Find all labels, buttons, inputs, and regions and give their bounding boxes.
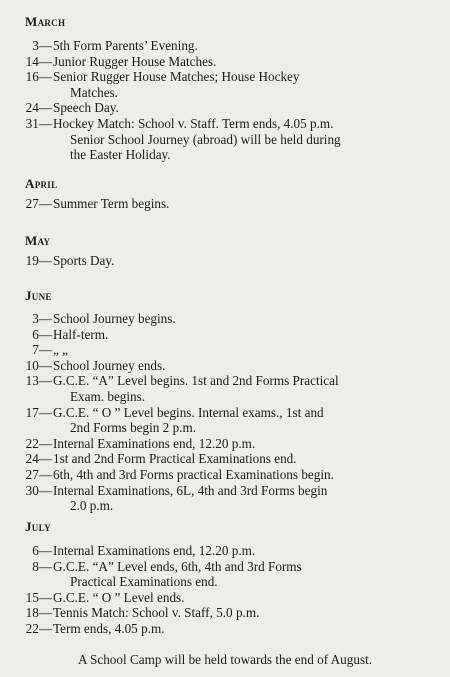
calendar-entry [0,69,450,100]
entry-text: G.C.E. “ O ” Level begins. Internal exams., 1st and [53,404,324,420]
entry-text-continued: Matches. [70,84,118,100]
calendar-entry [0,559,450,590]
calendar-entry [0,467,450,483]
calendar-entry [0,327,450,343]
entry-text: Term ends, 4.05 p.m. [53,621,165,636]
entry-day: 16— [25,69,52,85]
calendar-entry [0,590,450,606]
month-heading: May [25,233,51,248]
month-heading: April [25,176,58,191]
entry-text: Hockey Match: School v. Staff. Term ends, 4.05 p.m. [53,116,334,131]
entry-text: Speech Day. [53,100,119,116]
entry-day: 13— [25,373,52,389]
entry-text: Senior Rugger House Matches; House Hockey [53,69,300,85]
entry-text: Internal Examinations end, 12.20 p.m. [53,543,256,558]
entry-day: 3— [32,38,52,53]
calendar-entry [0,342,450,358]
month-heading: June [25,288,52,303]
entry-text: 6th, 4th and 3rd Forms practical Examinations begin. [53,467,334,482]
entry-day: 14— [25,53,52,69]
calendar-entry [0,451,450,467]
calendar-entry [0,436,450,452]
entry-text: 1st and 2nd Form Practical Examinations end. [53,451,297,467]
calendar-entry [0,405,450,436]
calendar-entry [0,311,450,327]
entry-day: 22— [25,435,52,451]
entry-text: Half-term. [53,326,109,342]
entry-day: 6— [32,543,52,558]
calendar-entry [0,358,450,374]
calendar-entry [0,38,450,54]
entry-text: 5th Form Parents’ Evening. [53,38,198,53]
calendar-entry [0,253,450,269]
footer-note: A School Camp will be held towards the end of August. [77,652,373,667]
entry-text: Summer Term begins. [53,196,170,211]
entry-text: G.C.E. “ O ” Level ends. [53,589,185,605]
entry-day: 24— [25,451,52,467]
calendar-entry [0,605,450,621]
calendar-entry [0,100,450,116]
entry-text: G.C.E. “A” Level ends, 6th, 4th and 3rd Forms [53,558,302,574]
entry-day: 19— [25,253,52,268]
entry-text: Junior Rugger House Matches. [53,53,217,69]
entry-text-continued: 2.0 p.m. [70,498,114,514]
entry-day: 3— [32,311,52,326]
entry-text-continued: the Easter Holiday. [70,147,171,163]
calendar-entry [0,54,450,70]
entry-text: „ „ [53,342,69,358]
entry-day: 27— [25,467,52,482]
calendar-entry [0,116,450,163]
entry-day: 31— [25,116,52,131]
entry-day: 27— [25,196,52,211]
entry-day: 17— [25,404,52,420]
entry-day: 8— [32,558,52,574]
month-heading: July [25,519,51,534]
calendar-entry [0,196,450,212]
entry-day: 15— [25,589,52,605]
calendar-entry [0,543,450,559]
entry-day: 30— [25,482,52,498]
calendar-entry [0,373,450,404]
entry-text: Internal Examinations end, 12.20 p.m. [53,435,256,451]
calendar-entry [0,483,450,514]
entry-text: Internal Examinations, 6L, 4th and 3rd Forms begin [53,482,328,498]
entry-day: 24— [25,100,52,116]
entry-day: 10— [25,357,52,373]
entry-text-continued: Exam. begins. [70,388,146,404]
entry-text: G.C.E. “A” Level begins. 1st and 2nd Forms Practical [53,373,339,389]
entry-text-continued: 2nd Forms begin 2 p.m. [70,420,197,436]
entry-text: Tennis Match: School v. Staff, 5.0 p.m. [53,605,260,621]
entry-day: 7— [32,342,52,358]
entry-text: School Journey begins. [53,311,176,326]
entry-text-continued: Practical Examinations end. [70,574,218,590]
entry-text-continued: Senior School Journey (abroad) will be held during [70,131,341,147]
entry-text: School Journey ends. [53,357,166,373]
entry-text: Sports Day. [53,253,115,268]
entry-day: 6— [32,326,52,342]
calendar-entry [0,621,450,637]
entry-day: 18— [25,605,52,621]
month-heading: March [25,14,66,29]
entry-day: 22— [25,621,52,636]
